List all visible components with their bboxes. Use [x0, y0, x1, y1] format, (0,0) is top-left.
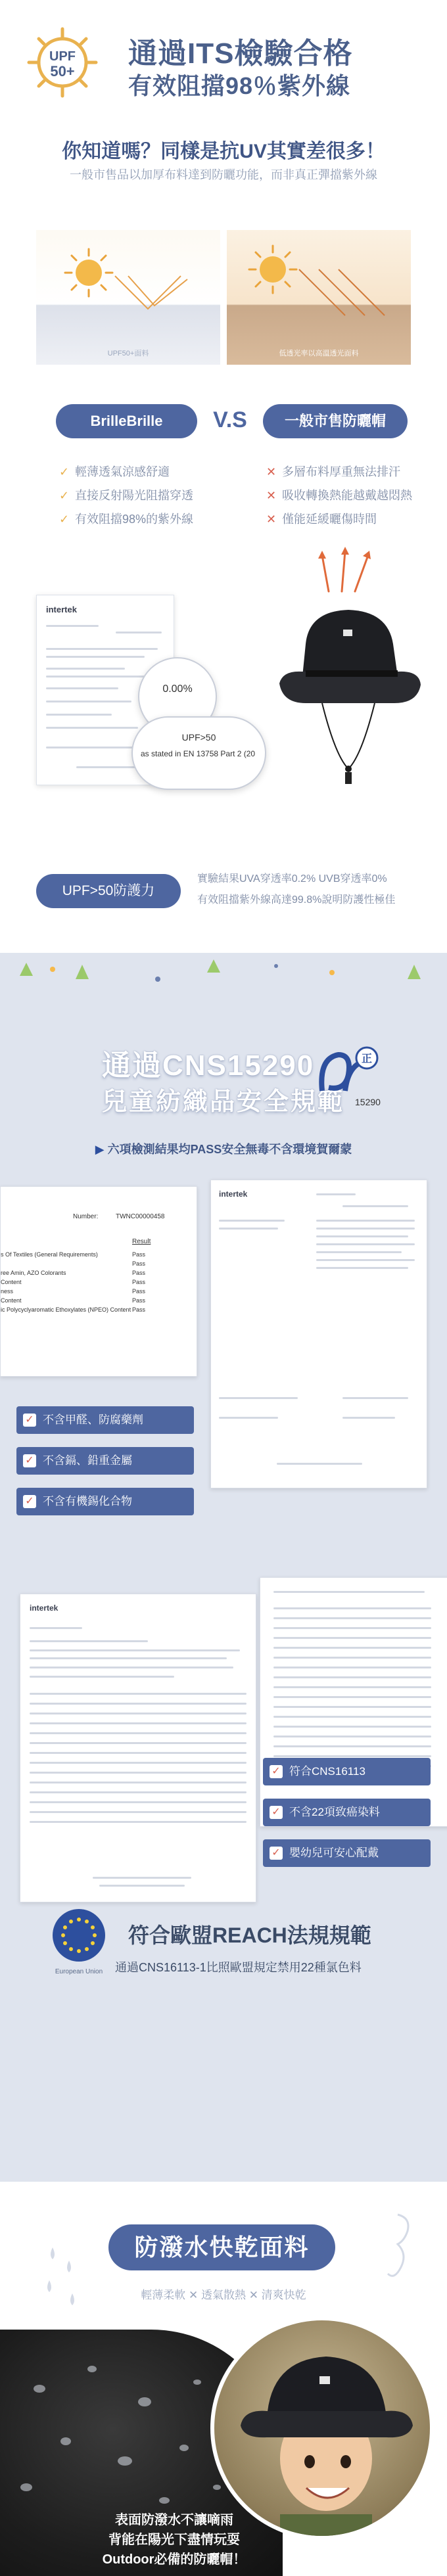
table-row: ree Amin, AZO Colorants Pass	[1, 1270, 145, 1276]
table-row: ic Polycyclyaromatic Ethoxylates (NPEO) Content Pass	[1, 1306, 145, 1313]
penetrate-arrows-icon	[293, 266, 398, 319]
cns-title: 通過CNS15290	[102, 1049, 315, 1082]
six-tests-heading: ▶ 六項檢測結果均PASS安全無毒不含環境賀爾蒙	[95, 1143, 352, 1156]
uv-section	[0, 0, 447, 953]
waterproof-features: 輕薄柔軟 ✕ 透氣散熱 ✕ 清爽快乾	[141, 2289, 306, 2301]
feature-tag: ✓ 不含甲醛、防腐藥劑	[16, 1406, 194, 1434]
svg-text:50+: 50+	[50, 63, 75, 80]
zoom-value-bubble: 0.00%	[138, 657, 217, 736]
svg-text:UPF: UPF	[49, 49, 76, 64]
cns-section	[0, 953, 447, 2182]
cns-subtitle: 兒童紡織品安全規範	[102, 1088, 345, 1116]
upf-protection-pill: UPF>50防護力	[36, 874, 181, 908]
fabric-caption: 表面防潑水不讓嘀雨 背能在陽光下盡情玩耍 Outdoor必備的防曬帽！	[102, 2513, 247, 2567]
table-row: Pass	[131, 1260, 145, 1267]
svg-text:15290: 15290	[355, 1097, 381, 1107]
reflect-arrows-icon	[108, 269, 200, 315]
check-icon: ✓	[59, 465, 70, 478]
list-item: ✕ 多層布料厚重無法排汗	[266, 460, 412, 484]
feature-tag: ✓ 符合CNS16113	[263, 1758, 431, 1785]
cross-icon: ✕	[266, 465, 277, 478]
svg-text:正: 正	[361, 1052, 373, 1065]
page-title: 通過ITS檢驗合格	[128, 37, 353, 70]
list-item: ✓ 直接反射陽光阻擋穿透	[59, 484, 193, 507]
reach-description: 通過CNS16113-1比照歐盟規定禁用22種氯色料	[115, 1961, 362, 1974]
sun-icon	[247, 243, 299, 296]
list-item: ✓ 輕薄透氣涼感舒適	[59, 460, 193, 484]
tree-decoration-icon	[0, 953, 447, 999]
list-item: ✓ 有效阻擋98%的紫外線	[59, 507, 193, 531]
comparison-panel-other	[227, 230, 411, 365]
vs-label: V.S	[213, 407, 247, 432]
table-row: Content Pass	[1, 1279, 145, 1285]
reflect-arrows-icon	[316, 545, 381, 598]
panel-caption: 低透光率以高溫透光面料	[279, 350, 359, 357]
waterproof-section	[0, 2182, 447, 2576]
checkbox-icon: ✓	[23, 1495, 36, 1508]
cns-mark-icon	[309, 1038, 388, 1111]
cross-icon: ✕	[266, 489, 277, 502]
list-item: ✕ 僅能延緩曬傷時間	[266, 507, 412, 531]
report-logo: intertek	[219, 1189, 248, 1199]
waterproof-pill: 防潑水快乾面料	[108, 2224, 335, 2270]
list-item: ✕ 吸收轉換熱能越戴越悶熱	[266, 484, 412, 507]
result-table	[1, 1250, 191, 1314]
report-logo: intertek	[30, 1603, 59, 1613]
checkbox-icon: ✓	[270, 1765, 283, 1778]
panel-caption: UPF50+面料	[107, 350, 149, 357]
table-row: s Of Textiles (General Requirements) Pass	[1, 1251, 145, 1258]
brand-feature-list	[59, 460, 193, 531]
check-icon: ✓	[59, 513, 70, 526]
report-logo: intertek	[46, 605, 77, 614]
brand-pill: BrilleBrille	[56, 404, 197, 438]
seahorse-decoration-icon	[378, 2208, 417, 2287]
cns-report-document: Number: TWNC00000458 Result s Of Textiles (General Requirements) Pass Pass ree Amin, AZO Colorants Pass Content Pass ness Pass Content Pass ic Polycyclyaromatic Ethoxylates (NPEO) Content Pass	[0, 1186, 197, 1377]
cns-report-document-2	[210, 1180, 427, 1488]
zoom-text-bubble: UPF>50 as stated in EN 13758 Part 2 (20	[131, 716, 266, 790]
checkbox-icon: ✓	[270, 1806, 283, 1819]
table-row: Content Pass	[1, 1297, 145, 1304]
know-heading: 你知道嗎？同樣是抗UV其實差很多！	[62, 141, 385, 162]
raindrop-decoration-icon	[39, 2241, 85, 2313]
upf-description: 實驗結果UVA穿透率0.2% UVB穿透率0% 有效阻擋紫外線高達99.8%說明防護性極佳	[197, 873, 396, 906]
cns-report-document-4	[260, 1577, 447, 1827]
comparison-panel-brand	[36, 230, 220, 365]
page-subtitle: 有效阻擋98％紫外線	[128, 72, 351, 99]
feature-tag: ✓ 不含22項致癌染料	[263, 1799, 431, 1826]
know-subtext: 一般市售品以加厚布料達到防曬功能，而非真正彈擋紫外線	[70, 168, 377, 181]
checkbox-icon: ✓	[270, 1847, 283, 1860]
eu-caption: European Union	[55, 1968, 103, 1975]
table-row: ness Pass	[1, 1288, 145, 1295]
other-feature-list	[266, 460, 412, 531]
upf-badge-icon	[26, 26, 99, 99]
cns-report-document-3	[20, 1594, 256, 1902]
reach-title: 符合歐盟REACH法規規範	[128, 1923, 371, 1947]
feature-tag: ✓ 不含鎘、鉛重金屬	[16, 1447, 194, 1475]
check-icon: ✓	[59, 489, 70, 502]
triangle-icon: ▶	[95, 1143, 108, 1156]
sun-icon	[62, 246, 115, 299]
other-pill: 一般市售防曬帽	[263, 404, 408, 438]
child-wearing-hat-photo	[210, 2316, 434, 2540]
eu-flag-icon	[53, 1909, 105, 1962]
feature-tag: ✓ 不含有機錫化合物	[16, 1488, 194, 1515]
cross-icon: ✕	[266, 513, 277, 526]
checkbox-icon: ✓	[23, 1414, 36, 1427]
bucket-hat-image	[270, 605, 427, 789]
checkbox-icon: ✓	[23, 1454, 36, 1467]
feature-tag: ✓ 嬰幼兒可安心配戴	[263, 1839, 431, 1867]
